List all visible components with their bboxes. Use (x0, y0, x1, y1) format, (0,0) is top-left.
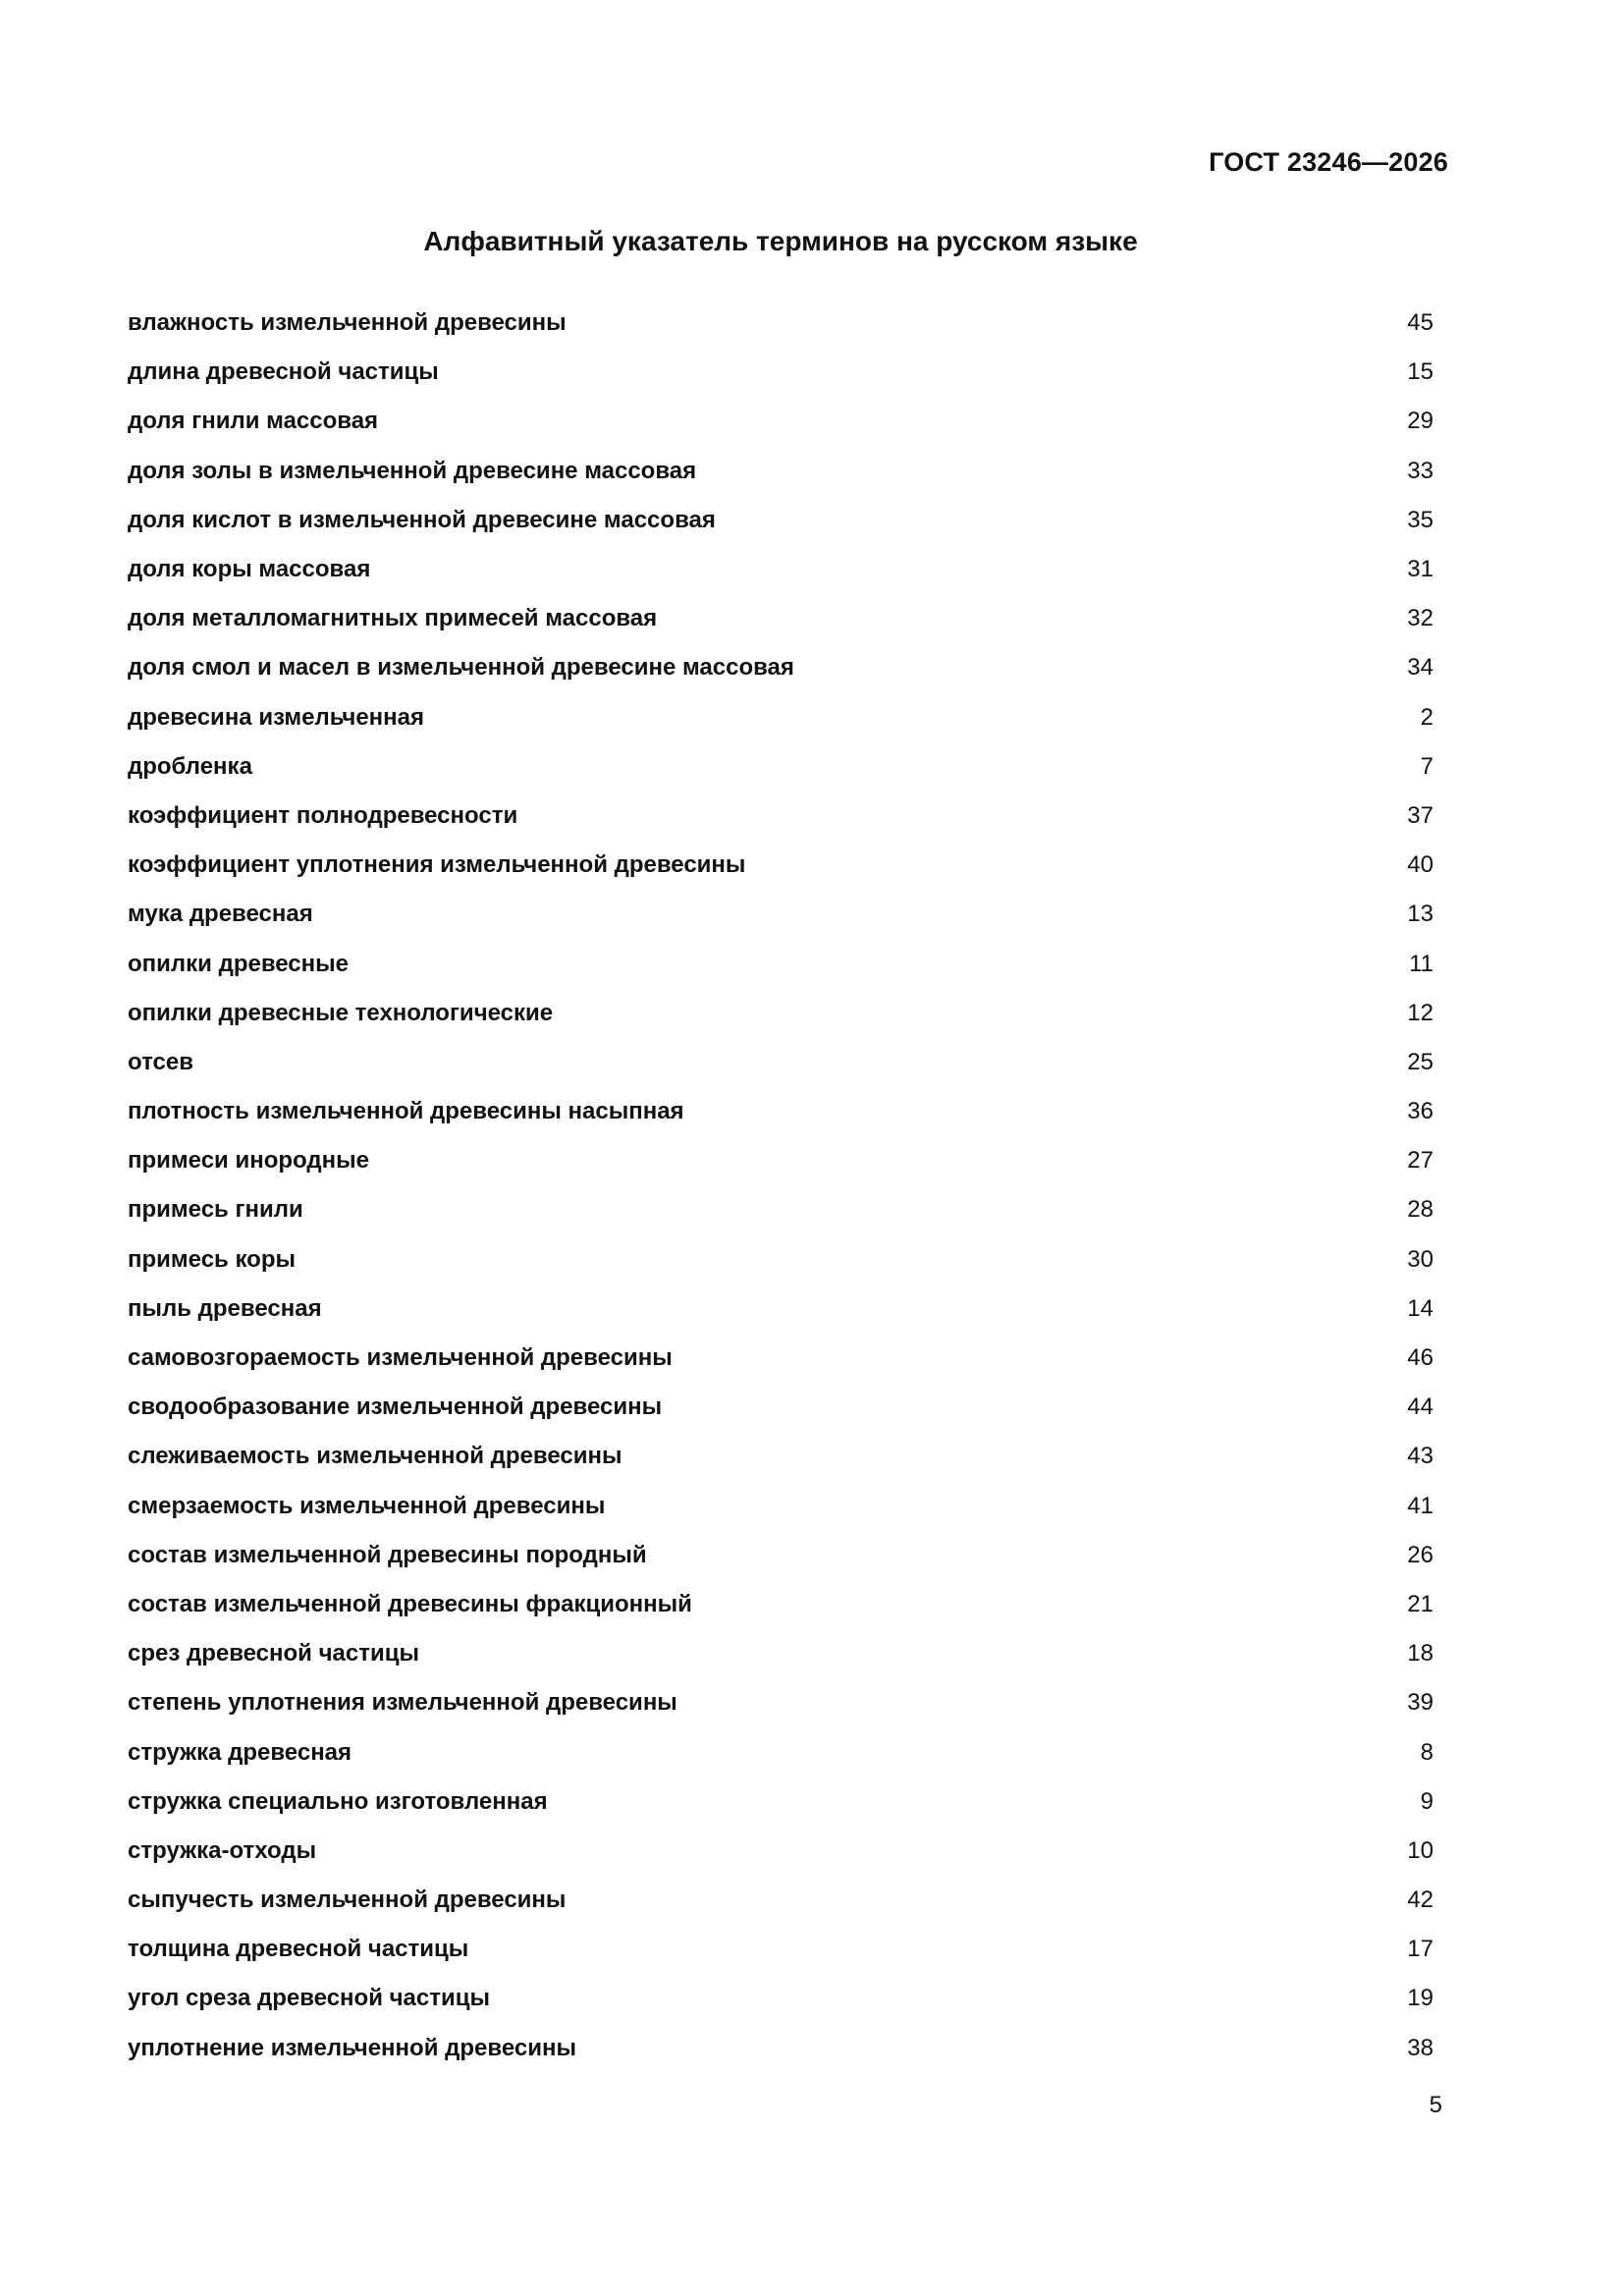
index-entry (128, 1038, 1434, 1087)
page-number: 5 (1429, 2092, 1442, 2118)
index-term: длина древесной частицы (128, 358, 439, 386)
index-term-number: 8 (1420, 1738, 1434, 1766)
index-term-number: 39 (1407, 1689, 1434, 1717)
index-entry (128, 1678, 1434, 1727)
index-term-number: 44 (1407, 1394, 1434, 1421)
index-entry (128, 2024, 1434, 2073)
index-term: плотность измельченной древесины насыпная (128, 1098, 684, 1125)
index-term: сводообразование измельченной древесины (128, 1394, 663, 1421)
index-entry (128, 545, 1434, 594)
term-index-list (128, 299, 1434, 2073)
index-term-number: 29 (1407, 408, 1434, 435)
index-term-number: 32 (1407, 605, 1434, 632)
index-title: Алфавитный указатель терминов на русском языке (423, 226, 1138, 256)
index-term-number: 10 (1407, 1836, 1434, 1864)
index-entry (128, 1482, 1434, 1531)
index-entry (128, 1185, 1434, 1234)
index-entry (128, 1136, 1434, 1185)
index-term: опилки древесные технологические (128, 999, 554, 1026)
index-entry (128, 1531, 1434, 1580)
index-entry (128, 1876, 1434, 1925)
index-term: срез древесной частицы (128, 1640, 419, 1667)
index-term-number: 13 (1407, 901, 1434, 928)
index-term-number: 11 (1409, 950, 1434, 977)
index-entry (128, 989, 1434, 1038)
index-term-number: 7 (1420, 752, 1434, 780)
index-term: дробленка (128, 752, 252, 780)
document-code: ГОСТ 23246—2026 (1209, 147, 1448, 177)
index-term-number: 18 (1407, 1640, 1434, 1667)
index-term-number: 38 (1407, 2034, 1434, 2061)
index-entry (128, 348, 1434, 397)
index-term: доля коры массовая (128, 556, 371, 583)
index-entry (128, 1383, 1434, 1432)
index-term: мука древесная (128, 901, 313, 928)
index-entry (128, 742, 1434, 792)
index-term-number: 28 (1407, 1196, 1434, 1224)
index-entry (128, 693, 1434, 742)
index-entry (128, 643, 1434, 692)
index-term: влажность измельченной древесины (128, 309, 567, 337)
index-term-number: 12 (1407, 999, 1434, 1026)
index-term-number: 42 (1407, 1886, 1434, 1914)
index-term-number: 25 (1407, 1048, 1434, 1075)
index-entry (128, 1285, 1434, 1334)
index-term-number: 26 (1407, 1541, 1434, 1568)
index-term-number: 43 (1407, 1443, 1434, 1470)
index-term: толщина древесной частицы (128, 1936, 469, 1963)
index-entry (128, 447, 1434, 496)
index-term-number: 15 (1407, 358, 1434, 386)
index-entry (128, 1974, 1434, 2023)
index-entry (128, 1727, 1434, 1777)
index-entry (128, 841, 1434, 890)
index-term: доля металломагнитных примесей массовая (128, 605, 658, 632)
index-term-number: 17 (1407, 1936, 1434, 1963)
index-entry (128, 1925, 1434, 1974)
index-term: сыпучесть измельченной древесины (128, 1886, 567, 1914)
index-entry (128, 1629, 1434, 1678)
index-entry (128, 939, 1434, 988)
index-term: доля гнили массовая (128, 408, 379, 435)
index-term: древесина измельченная (128, 703, 425, 731)
index-entry (128, 397, 1434, 446)
index-term: доля кислот в измельченной древесине массовая (128, 506, 716, 533)
index-term: слеживаемость измельченной древесины (128, 1443, 622, 1470)
index-term: примесь коры (128, 1245, 296, 1273)
index-term: смерзаемость измельченной древесины (128, 1492, 606, 1519)
index-term: коэффициент полнодревесности (128, 801, 518, 829)
index-entry (128, 1235, 1434, 1285)
index-term-number: 34 (1407, 654, 1434, 682)
index-term: доля смол и масел в измельченной древесине массовая (128, 654, 794, 682)
index-term: стружка древесная (128, 1738, 352, 1766)
index-term-number: 37 (1407, 801, 1434, 829)
index-term-number: 27 (1407, 1147, 1434, 1175)
index-term: доля золы в измельченной древесине массовая (128, 457, 697, 484)
index-entry (128, 890, 1434, 939)
index-entry (128, 1334, 1434, 1383)
index-entry (128, 1580, 1434, 1629)
index-entry (128, 1777, 1434, 1827)
index-entry (128, 1827, 1434, 1876)
index-term-number: 35 (1407, 506, 1434, 533)
index-term-number: 19 (1407, 1985, 1434, 2012)
index-term-number: 33 (1407, 457, 1434, 484)
index-term-number: 41 (1407, 1492, 1434, 1519)
index-entry (128, 1087, 1434, 1136)
index-term-number: 31 (1407, 556, 1434, 583)
index-term-number: 2 (1420, 703, 1434, 731)
index-term-number: 45 (1407, 309, 1434, 337)
index-term: опилки древесные (128, 950, 349, 977)
index-term: состав измельченной древесины фракционный (128, 1590, 692, 1617)
index-term-number: 40 (1407, 851, 1434, 879)
index-term: пыль древесная (128, 1294, 322, 1322)
index-entry (128, 1432, 1434, 1481)
index-term: примеси инородные (128, 1147, 369, 1175)
index-term: степень уплотнения измельченной древесины (128, 1689, 677, 1717)
index-term-number: 30 (1407, 1245, 1434, 1273)
index-term-number: 21 (1407, 1590, 1434, 1617)
index-entry (128, 792, 1434, 841)
index-term-number: 9 (1420, 1787, 1434, 1815)
index-term-number: 46 (1407, 1344, 1434, 1372)
index-term-number: 14 (1407, 1294, 1434, 1322)
index-entry (128, 594, 1434, 643)
index-term: стружка специально изготовленная (128, 1787, 548, 1815)
index-term: уплотнение измельченной древесины (128, 2034, 576, 2061)
index-term: самовозгораемость измельченной древесины (128, 1344, 673, 1372)
index-entry (128, 299, 1434, 348)
index-term: коэффициент уплотнения измельченной древесины (128, 851, 746, 879)
index-term-number: 36 (1407, 1098, 1434, 1125)
index-term: примесь гнили (128, 1196, 303, 1224)
index-entry (128, 496, 1434, 545)
index-term: отсев (128, 1048, 193, 1075)
index-term: стружка-отходы (128, 1836, 317, 1864)
index-term: состав измельченной древесины породный (128, 1541, 647, 1568)
index-term: угол среза древесной частицы (128, 1985, 491, 2012)
